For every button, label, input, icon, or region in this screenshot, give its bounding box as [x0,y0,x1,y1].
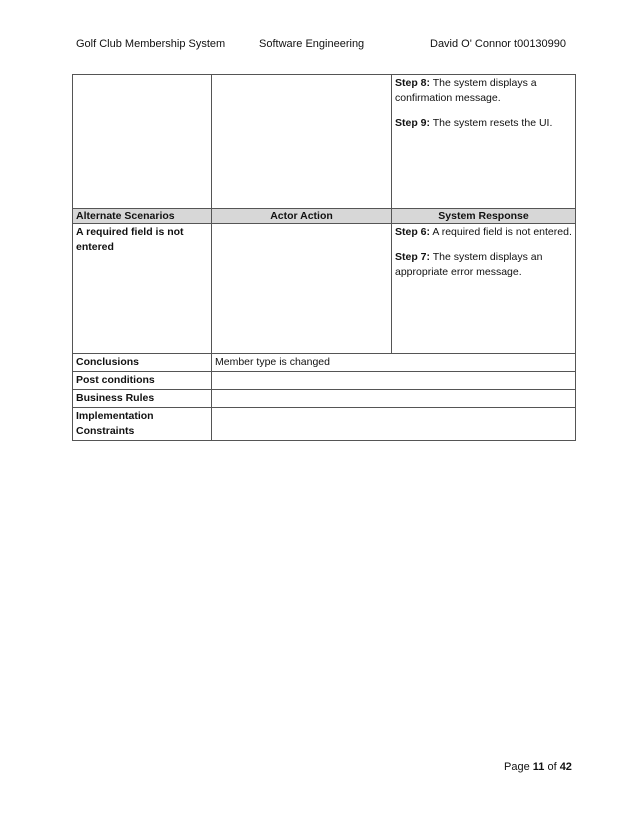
step-9-label: Step 9: [395,117,431,129]
page-number: 11 [532,761,545,773]
step-8-text: The system displays a confirmation message. [395,77,537,104]
header-project: Golf Club Membership System [76,38,226,50]
step-9 [395,116,572,131]
alternate-row [73,224,576,354]
step-7 [395,250,572,280]
alternate-scenarios-header: Alternate Scenarios [73,209,212,224]
post-conditions-row [73,372,576,390]
page-footer [504,761,572,773]
conclusions-label: Conclusions [73,354,212,372]
header-course: Software Engineering [259,38,365,50]
alternate-system-cell [392,224,576,354]
continuation-row [73,75,576,209]
actor-action-header: Actor Action [212,209,392,224]
post-conditions-label: Post conditions [73,372,212,390]
header-author: David O' Connor t00130990 [430,38,567,50]
step-9-text: The system resets the UI. [430,117,553,129]
implementation-constraints-value [212,408,576,441]
system-response-header: System Response [392,209,576,224]
business-rules-label: Business Rules [73,390,212,408]
continuation-empty-cell [73,75,212,209]
page-total: 42 [559,761,572,773]
step-6 [395,225,572,240]
step-6-text: A required field is not entered. [430,226,572,238]
step-8-label: Step 8: [395,77,431,89]
page-prefix: Page [504,761,533,773]
step-8 [395,76,572,106]
continuation-system-cell [392,75,576,209]
conclusions-row [73,354,576,372]
alternate-actor-cell [212,224,392,354]
implementation-constraints-row [73,408,576,441]
post-conditions-value [212,372,576,390]
page-of: of [544,761,560,773]
page-header [0,38,638,54]
business-rules-value [212,390,576,408]
business-rules-row [73,390,576,408]
step-7-label: Step 7: [395,251,431,263]
step-6-label: Step 6: [395,226,431,238]
step-7-text: The system displays an appropriate error message. [395,251,543,278]
continuation-actor-cell [212,75,392,209]
conclusions-value: Member type is changed [212,354,576,372]
implementation-constraints-label: Implementation Constraints [73,408,212,441]
alternate-scenario-cell: A required field is not entered [73,224,212,354]
use-case-table [72,74,576,441]
alternate-header-row [73,209,576,224]
